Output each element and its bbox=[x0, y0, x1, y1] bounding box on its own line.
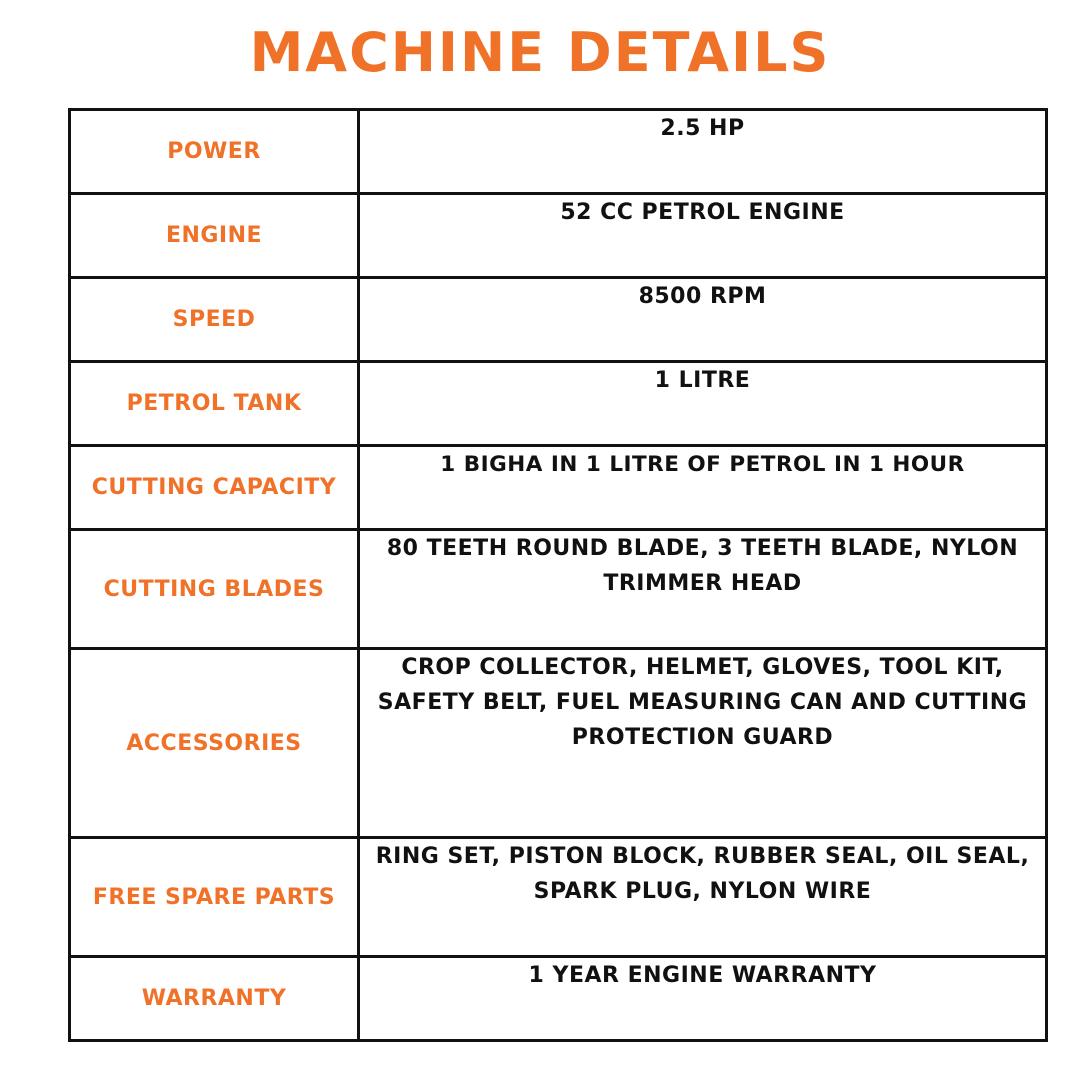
row-value: 1 BIGHA IN 1 LITRE OF PETROL IN 1 HOUR bbox=[359, 446, 1047, 530]
row-value: CROP COLLECTOR, HELMET, GLOVES, TOOL KIT, SAFETY BELT, FUEL MEASURING CAN AND CUTTING PROTECTION GUARD bbox=[359, 649, 1047, 838]
row-value: 80 TEETH ROUND BLADE, 3 TEETH BLADE, NYLON TRIMMER HEAD bbox=[359, 530, 1047, 649]
table-row-cutting-capacity bbox=[70, 446, 1047, 530]
table-row-power bbox=[70, 110, 1047, 194]
row-label: CUTTING CAPACITY bbox=[70, 446, 359, 530]
row-label: CUTTING BLADES bbox=[70, 530, 359, 649]
table-row-cutting-blades bbox=[70, 530, 1047, 649]
table-row-accessories bbox=[70, 649, 1047, 838]
table-row-speed bbox=[70, 278, 1047, 362]
row-label: POWER bbox=[70, 110, 359, 194]
row-value: 1 LITRE bbox=[359, 362, 1047, 446]
row-label: WARRANTY bbox=[70, 957, 359, 1041]
row-label: FREE SPARE PARTS bbox=[70, 838, 359, 957]
table-row-warranty bbox=[70, 957, 1047, 1041]
row-label: SPEED bbox=[70, 278, 359, 362]
machine-details-table bbox=[68, 108, 1048, 1042]
row-label: PETROL TANK bbox=[70, 362, 359, 446]
row-value: 1 YEAR ENGINE WARRANTY bbox=[359, 957, 1047, 1041]
table-row-petrol-tank bbox=[70, 362, 1047, 446]
row-value: 8500 RPM bbox=[359, 278, 1047, 362]
row-label: ACCESSORIES bbox=[70, 649, 359, 838]
page-title: MACHINE DETAILS bbox=[249, 21, 831, 84]
row-value: 52 CC PETROL ENGINE bbox=[359, 194, 1047, 278]
table-row-engine bbox=[70, 194, 1047, 278]
table-row-free-spare-parts bbox=[70, 838, 1047, 957]
row-value: 2.5 HP bbox=[359, 110, 1047, 194]
row-value: RING SET, PISTON BLOCK, RUBBER SEAL, OIL SEAL, SPARK PLUG, NYLON WIRE bbox=[359, 838, 1047, 957]
row-label: ENGINE bbox=[70, 194, 359, 278]
